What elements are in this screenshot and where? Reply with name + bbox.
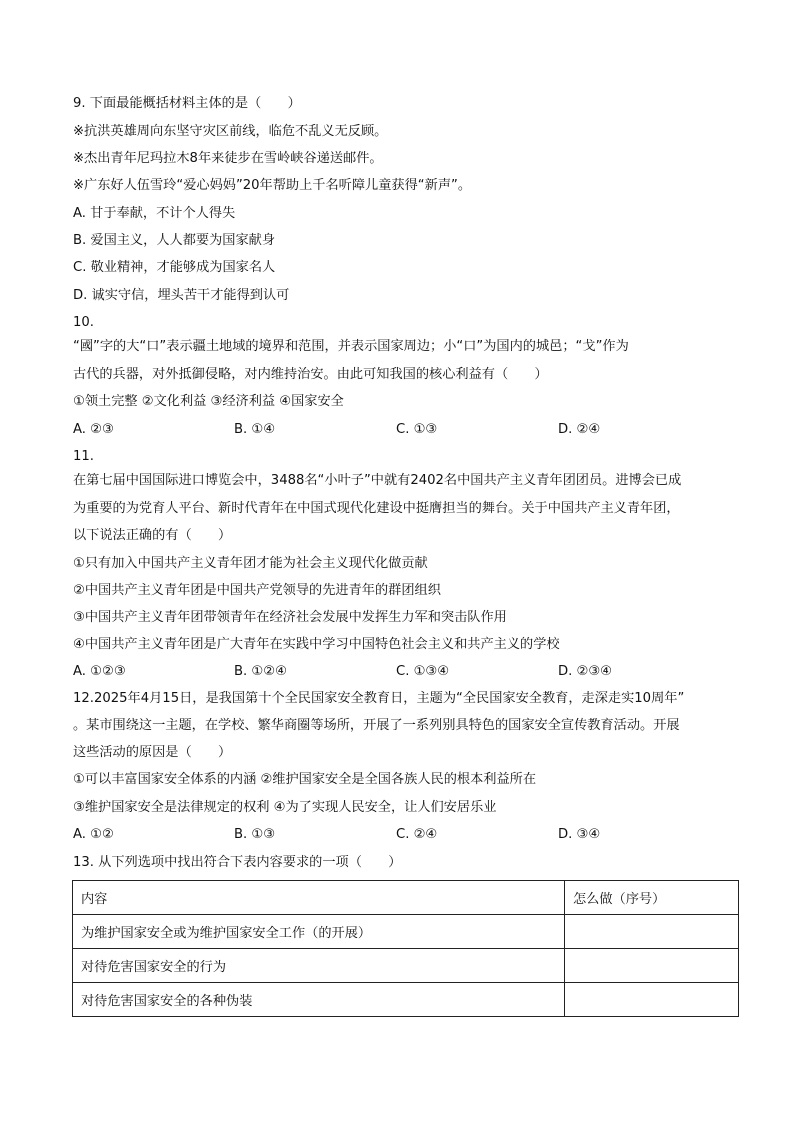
q11-choice-3: ③中国共产主义青年团带领青年在经济社会发展中发挥生力军和突击队作用 <box>73 610 507 625</box>
q10-option-b: B. ①④ <box>234 422 276 437</box>
q12-option-c: C. ②④ <box>396 827 438 842</box>
q13-table <box>72 880 739 1017</box>
q12-text-3: 这些活动的原因是（ ） <box>73 745 232 760</box>
q11-option-a: A. ①②③ <box>73 664 126 679</box>
q11-text-3: 以下说法正确的有（ ） <box>73 528 232 543</box>
q10-option-a: A. ②③ <box>73 422 114 437</box>
table-cell-answer <box>565 915 739 949</box>
table-header-content: 内容 <box>73 881 565 915</box>
q13-stem: 13. 从下列选项中找出符合下表内容要求的一项（ ） <box>73 855 402 870</box>
table-row <box>73 949 739 983</box>
q9-material-1: ※抗洪英雄周向东坚守灾区前线，临危不乱义无反顾。 <box>73 124 388 139</box>
q11-text-2: 为重要的为党育人平台、新时代青年在中国式现代化建设中挺膺担当的舞台。关于中国共产主义青年团， <box>73 501 680 516</box>
q11-option-c: C. ①③④ <box>396 664 450 679</box>
q9-material-2: ※杰出青年尼玛拉木8年来徒步在雪岭峡谷递送邮件。 <box>73 151 383 166</box>
q12-option-d: D. ③④ <box>558 827 601 842</box>
q11-choice-2: ②中国共产主义青年团是中国共产党领导的先进青年的群团组织 <box>73 583 441 598</box>
table-cell-content: 对待危害国家安全的行为 <box>73 949 565 983</box>
q10-options <box>73 422 733 438</box>
q11-number: 11. <box>73 449 94 464</box>
q12-choice-1: ①可以丰富国家安全体系的内涵 ②维护国家安全是全国各族人民的根本利益所在 <box>73 772 537 787</box>
q11-option-b: B. ①②④ <box>234 664 287 679</box>
q11-option-d: D. ②③④ <box>558 664 613 679</box>
table-cell-answer <box>565 949 739 983</box>
q12-choice-2: ③维护国家安全是法律规定的权利 ④为了实现人民安全，让人们安居乐业 <box>73 800 497 815</box>
table-header-row <box>73 881 739 915</box>
table-header-how: 怎么做（序号） <box>565 881 739 915</box>
q12-options <box>73 827 733 843</box>
table-row <box>73 983 739 1017</box>
q10-text-1: “國”字的大“口”表示疆土地域的境界和范围，并表示国家周边；小“口”为国内的城邑；“戈”作为 <box>73 339 629 354</box>
q10-number: 10. <box>73 315 94 330</box>
q10-option-c: C. ①③ <box>396 422 438 437</box>
q11-choice-1: ①只有加入中国共产主义青年团才能为社会主义现代化做贡献 <box>73 556 428 571</box>
q10-text-2: 古代的兵器，对外抵御侵略，对内维持治安。由此可知我国的核心利益有（ ） <box>73 367 548 382</box>
q9-option-b: B. 爱国主义，人人都要为国家献身 <box>73 233 276 248</box>
q9-stem: 9. 下面最能概括材料主体的是（ ） <box>73 96 301 111</box>
table-row <box>73 915 739 949</box>
q9-option-d: D. 诚实守信，埋头苦干才能得到认可 <box>73 288 290 303</box>
q12-option-b: B. ①③ <box>234 827 276 842</box>
q9-material-3: ※广东好人伍雪玲“爱心妈妈”20年帮助上千名听障儿童获得“新声”。 <box>73 178 472 193</box>
q11-text-1: 在第七届中国国际进口博览会中，3488名“小叶子”中就有2402名中国共产主义青年团团员。进博会已成 <box>73 473 682 488</box>
q11-choice-4: ④中国共产主义青年团是广大青年在实践中学习中国特色社会主义和共产主义的学校 <box>73 637 560 652</box>
q12-text-2: 。某市围绕这一主题，在学校、繁华商圈等场所，开展了一系列别具特色的国家安全宣传教育活动。开展 <box>73 718 680 733</box>
q9-option-c: C. 敬业精神，才能够成为国家名人 <box>73 260 276 275</box>
q9-option-a: A. 甘于奉献，不计个人得失 <box>73 206 236 221</box>
table-cell-content: 为维护国家安全或为维护国家安全工作（的开展） <box>73 915 565 949</box>
q10-choices: ①领土完整 ②文化利益 ③经济利益 ④国家安全 <box>73 394 344 409</box>
q11-options <box>73 664 733 680</box>
table-cell-content: 对待危害国家安全的各种伪装 <box>73 983 565 1017</box>
q12-text-1: 12.2025年4月15日，是我国第十个全民国家安全教育日，主题为“全民国家安全教育，走深走实10周年” <box>73 691 685 706</box>
q10-option-d: D. ②④ <box>558 422 601 437</box>
q12-option-a: A. ①② <box>73 827 114 842</box>
table-cell-answer <box>565 983 739 1017</box>
